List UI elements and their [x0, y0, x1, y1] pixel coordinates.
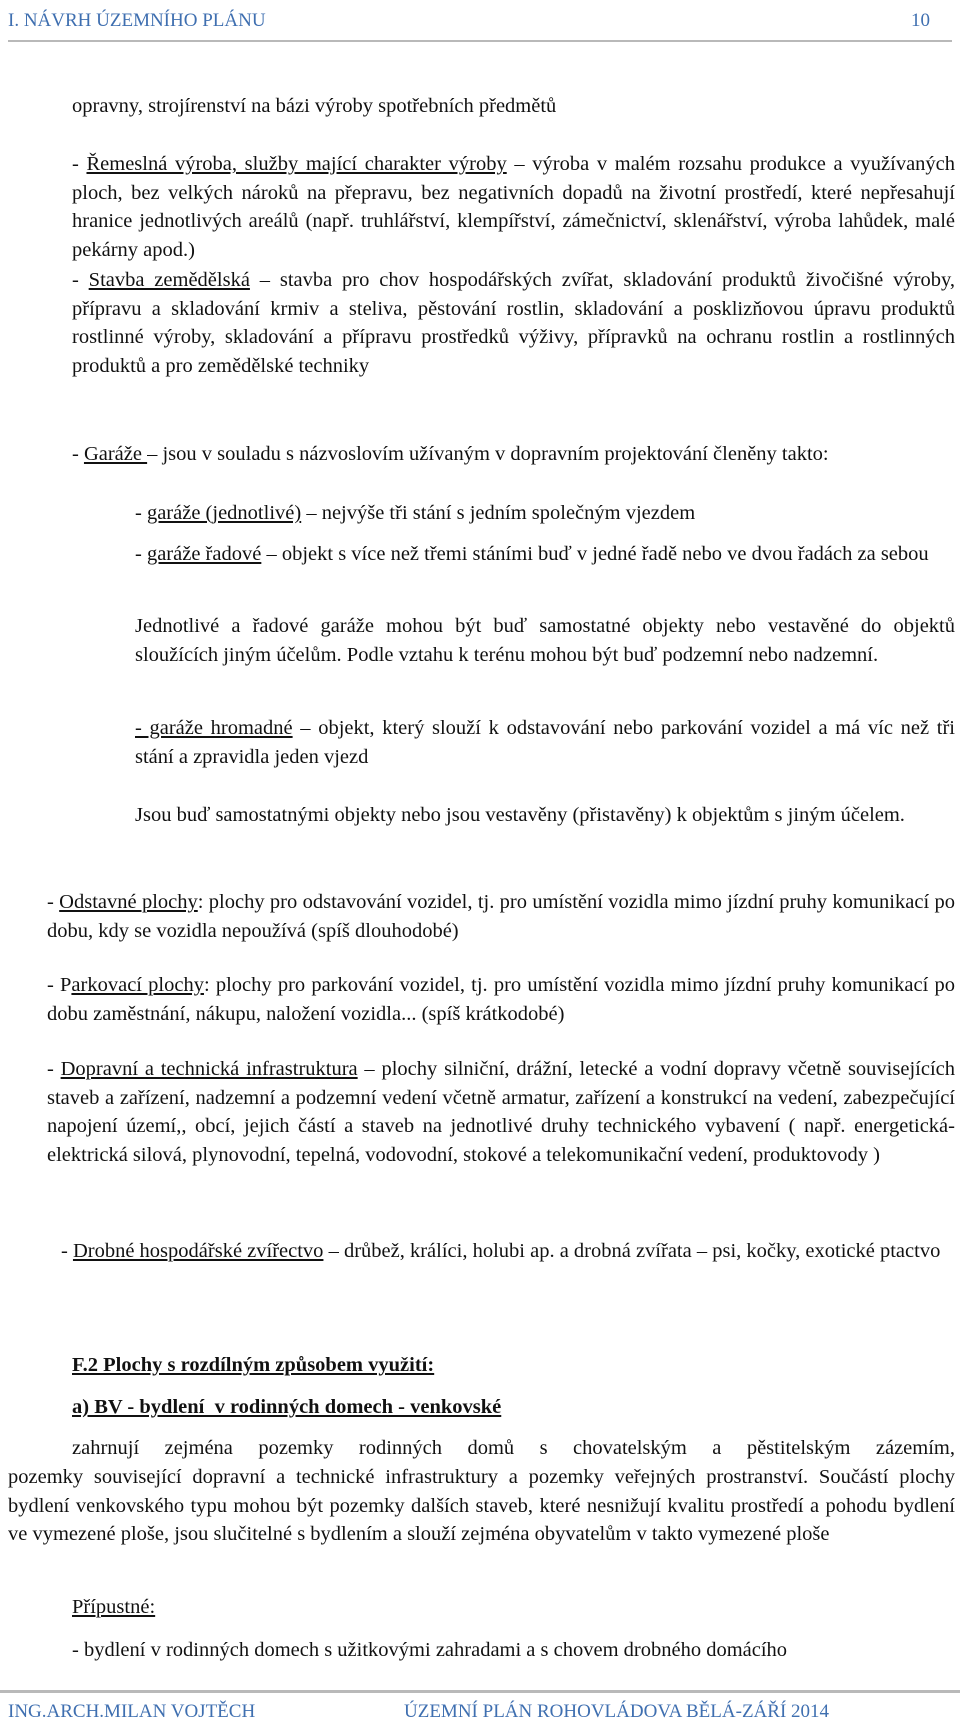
definition-odstavne-plochy	[47, 888, 955, 945]
definition-text: : plochy pro odstavování vozidel, tj. pro umístění vozidla mimo jízdní pruhy komunikací po dobu, kdy se vozidla nepoužívá (spíš dlouhodobé)	[47, 891, 955, 942]
definition-drobne-hospodarske-zvirectvo	[55, 1237, 955, 1266]
definition-text: : plochy pro parkování vozidel, tj. pro umístění vozidla mimo jízdní pruhy komunikací po dobu zaměstnání, nákupu, naložení vozidla... (spíš krátkodobé)	[47, 974, 955, 1025]
definition-text: – plochy silniční, drážní, letecké a vodní dopravy včetně souvisejících staveb a zařízení, nadzemní a podzemní vedení včetně armatur, zařízení a konstrukcí na vedení, zabezpečující napojení území,, obcí, jejich částí a staveb na jednotlivé druhy technického vybavení ( např. energetická-elektrická silová, plynovodní, tepelná, vodovodní, stokové a telekomunikační vedení, produktovody )	[47, 1058, 955, 1166]
term-drobne-hospodarske-zvirectvo: Drobné hospodářské zvířectvo	[72, 1240, 324, 1262]
definition-text: – objekt s více než třemi stáními buď v jedné řadě nebo ve dvou řadách za sebou	[261, 543, 929, 565]
paragraph-garaze-hromadne-info: Jsou buď samostatnými objekty nebo jsou vestavěny (přistavěny) k objektům s jiným účelem.	[135, 804, 905, 826]
term-odstavne-plochy: Odstavné plochy	[59, 891, 198, 913]
definition-garaze-jednotlive	[135, 499, 955, 528]
term-parkovaci-plochy: arkovací plochy	[71, 974, 204, 996]
footer-project: ÚZEMNÍ PLÁN ROHOVLÁDOVA BĚLÁ-ZÁŘÍ 2014	[404, 1701, 830, 1722]
definition-text: – drůbež, králíci, holubi ap. a drobná zvířata – psi, kočky, exotické ptactvo	[323, 1240, 941, 1262]
term-garaze-jednotlive: garáže (jednotlivé)	[146, 502, 302, 524]
term-dopravni-technicka-infrastruktura: Dopravní a technická infrastruktura	[60, 1058, 358, 1080]
page-footer	[0, 1690, 960, 1729]
section-heading: F.2 Plochy s rozdílným způsobem využití:	[72, 1354, 435, 1376]
term-garaze-hromadne: - garáže hromadné	[135, 717, 293, 739]
term-garaze-radove: garáže řadové	[146, 543, 262, 565]
dash: -	[72, 153, 87, 175]
dash: -	[135, 502, 147, 524]
chapter-title: I. NÁVRH ÚZEMNÍHO PLÁNU	[8, 10, 266, 31]
definition-parkovaci-plochy	[47, 971, 955, 1028]
definition-text: – objekt, který slouží k odstavování nebo parkování vozidel a má víc než tři stání a zpravidla jeden vjezd	[135, 717, 955, 768]
definition-text: – stavba pro chov hospodářských zvířat, skladování produktů živočišné výroby, přípravu a skladování krmiv a steliva, pěstování rostlin, skladování a posklizňovou úpravu produktů rostlinné výroby, skladování a přípravu prostředků výživy, přípravků na ochranu rostlin a rostlinných produktů a pro zemědělské techniky	[72, 269, 955, 377]
definition-garaze-hromadne	[135, 714, 955, 771]
page-number: 10	[911, 10, 930, 31]
pripustne-label: Přípustné:	[72, 1596, 156, 1618]
paragraph-garaze-info: Jednotlivé a řadové garáže mohou být buď samostatné objekty nebo vestavěné do objektů sloužících jiným účelům. Podle vztahu k terénu mohou být buď podzemní nebo nadzemní.	[135, 615, 955, 666]
definition-text: – výroba v malém rozsahu produkce a využívaných ploch, bez velkých nároků na přepravu, bez negativních dopadů na životní prostředí, které nepřesahují hranice jednotlivých areálů (např. truhlářství, klempířství, zámečnictví, sklenářství, výroba lahůdek, malé pekárny apod.)	[72, 153, 956, 261]
definition-text: – jsou v souladu s názvoslovím užívaným v dopravním projektování členěny takto:	[147, 443, 829, 465]
paragraph-bv-definition: pozemky související dopravní a technické infrastruktury a pozemky veřejných prostranství. Součástí plochy bydlení venkovského typu mohou být pozemky dalších staveb, které nesnižují kvalitu prostředí a pohodu bydlení ve vymezené ploše, jsou slučitelné s bydlením a slouží zejména obyvatelům v takto vymezené ploše	[8, 1466, 955, 1546]
dash: -	[72, 269, 89, 291]
dash: -	[61, 1240, 73, 1262]
footer-author: ING.ARCH.MILAN VOJTĚCH	[8, 1701, 256, 1722]
definition-dopravni-technicka-infrastruktura	[47, 1055, 955, 1169]
definition-remeslna-vyroba	[72, 150, 955, 264]
term-remeslna-vyroba: Řemeslná výroba, služby mající charakter výroby	[86, 153, 507, 175]
dash: -	[47, 891, 60, 913]
paragraph-bv-first-line: zahrnují zejména pozemky rodinných domů s chovatelským a pěstitelským zázemím,	[72, 1437, 955, 1459]
definition-garaze-radove	[135, 540, 955, 569]
definition-garaze	[72, 440, 955, 469]
page-header	[8, 6, 952, 42]
term-stavba-zemedelska: Stavba zemědělská	[88, 269, 250, 291]
subsection-heading: a) BV - bydlení v rodinných domech - venkovské	[72, 1396, 502, 1418]
definition-stavba-zemedelska	[72, 266, 955, 380]
dash: -	[72, 443, 84, 465]
paragraph-continuation: opravny, strojírenství na bázi výroby spotřebních předmětů	[72, 95, 557, 117]
dash: -	[47, 1058, 61, 1080]
pripustne-item: - bydlení v rodinných domech s užitkovými zahradami a s chovem drobného domácího	[72, 1639, 788, 1661]
term-garaze: Garáže	[83, 443, 148, 465]
dash: -	[135, 543, 147, 565]
definition-text: – nejvýše tři stání s jedním společným vjezdem	[301, 502, 696, 524]
dash: - P	[47, 974, 72, 996]
